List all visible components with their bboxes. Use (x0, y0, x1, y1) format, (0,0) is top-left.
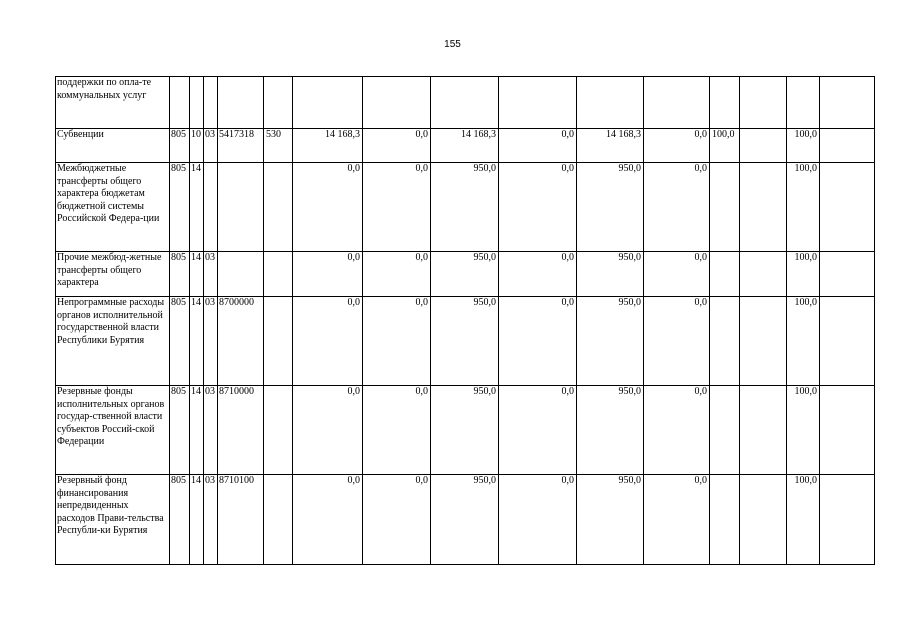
value-cell: 0,0 (363, 386, 431, 475)
subsection-code-cell (204, 77, 218, 129)
value-cell: 0,0 (293, 163, 363, 252)
value-cell (820, 163, 875, 252)
table-row (56, 163, 875, 252)
percent-cell (710, 297, 740, 386)
value-cell: 0,0 (499, 129, 577, 163)
value-cell (820, 77, 875, 129)
target-article-cell (218, 77, 264, 129)
value-cell: 950,0 (577, 297, 644, 386)
expense-type-cell (264, 163, 293, 252)
table-row (56, 129, 875, 163)
chapter-code-cell: 805 (170, 163, 190, 252)
target-article-cell: 8710100 (218, 475, 264, 565)
value-cell (820, 475, 875, 565)
value-cell: 0,0 (644, 386, 710, 475)
value-cell: 950,0 (431, 297, 499, 386)
value-cell: 0,0 (499, 386, 577, 475)
value-cell: 0,0 (499, 297, 577, 386)
value-cell: 0,0 (293, 297, 363, 386)
value-cell (644, 77, 710, 129)
value-cell: 0,0 (363, 297, 431, 386)
value-cell: 0,0 (499, 252, 577, 297)
section-code-cell: 14 (190, 252, 204, 297)
value-cell (740, 475, 787, 565)
percent-cell: 100,0 (787, 129, 820, 163)
expense-type-cell (264, 252, 293, 297)
subsection-code-cell: 03 (204, 386, 218, 475)
target-article-cell: 8700000 (218, 297, 264, 386)
subsection-code-cell: 03 (204, 129, 218, 163)
value-cell (820, 252, 875, 297)
percent-cell (710, 386, 740, 475)
value-cell: 0,0 (363, 163, 431, 252)
percent-cell (710, 252, 740, 297)
row-name-cell: Межбюджетные трансферты общего характера бюджетам бюджетной системы Российской Федера-ции (56, 163, 170, 252)
value-cell (820, 297, 875, 386)
value-cell (740, 252, 787, 297)
section-code-cell (190, 77, 204, 129)
value-cell (363, 77, 431, 129)
section-code-cell: 10 (190, 129, 204, 163)
value-cell: 0,0 (499, 475, 577, 565)
percent-cell: 100,0 (787, 297, 820, 386)
page-number: 155 (444, 39, 461, 50)
value-cell (740, 77, 787, 129)
value-cell: 950,0 (577, 386, 644, 475)
table-row (56, 77, 875, 129)
subsection-code-cell: 03 (204, 252, 218, 297)
percent-cell: 100,0 (787, 475, 820, 565)
subsection-code-cell: 03 (204, 475, 218, 565)
percent-cell: 100,0 (787, 252, 820, 297)
value-cell: 14 168,3 (293, 129, 363, 163)
table-row (56, 297, 875, 386)
value-cell (431, 77, 499, 129)
row-name-cell: Резервные фонды исполнительных органов государ-ственной власти субъектов Россий-ской Федерации (56, 386, 170, 475)
chapter-code-cell: 805 (170, 386, 190, 475)
table-row (56, 386, 875, 475)
value-cell: 0,0 (644, 163, 710, 252)
chapter-code-cell: 805 (170, 252, 190, 297)
value-cell: 0,0 (293, 252, 363, 297)
value-cell (740, 163, 787, 252)
subsection-code-cell (204, 163, 218, 252)
value-cell: 0,0 (499, 163, 577, 252)
section-code-cell: 14 (190, 163, 204, 252)
value-cell: 0,0 (293, 475, 363, 565)
expense-type-cell (264, 297, 293, 386)
value-cell: 14 168,3 (431, 129, 499, 163)
percent-cell: 100,0 (787, 386, 820, 475)
target-article-cell: 5417318 (218, 129, 264, 163)
value-cell: 0,0 (363, 252, 431, 297)
row-name-cell: поддержки по опла-те коммунальных услуг (56, 77, 170, 129)
value-cell: 950,0 (431, 386, 499, 475)
section-code-cell: 14 (190, 386, 204, 475)
chapter-code-cell: 805 (170, 297, 190, 386)
percent-cell: 100,0 (710, 129, 740, 163)
value-cell: 0,0 (644, 129, 710, 163)
table-row (56, 252, 875, 297)
value-cell: 950,0 (431, 475, 499, 565)
value-cell (740, 297, 787, 386)
percent-cell (787, 77, 820, 129)
value-cell: 950,0 (577, 475, 644, 565)
value-cell (740, 386, 787, 475)
table-row (56, 475, 875, 565)
value-cell: 950,0 (577, 252, 644, 297)
value-cell (293, 77, 363, 129)
row-name-cell: Субвенции (56, 129, 170, 163)
value-cell: 950,0 (431, 252, 499, 297)
row-name-cell: Резервный фонд финансирования непредвиденных расходов Прави-тельства Республи-ки Бурятия (56, 475, 170, 565)
value-cell (820, 129, 875, 163)
expense-type-cell: 530 (264, 129, 293, 163)
target-article-cell: 8710000 (218, 386, 264, 475)
percent-cell (710, 163, 740, 252)
value-cell (740, 129, 787, 163)
target-article-cell (218, 163, 264, 252)
value-cell: 0,0 (293, 386, 363, 475)
section-code-cell: 14 (190, 297, 204, 386)
value-cell (577, 77, 644, 129)
value-cell: 0,0 (363, 475, 431, 565)
value-cell: 950,0 (577, 163, 644, 252)
row-name-cell: Непрограммные расходы органов исполнительной государственной власти Республики Бурятия (56, 297, 170, 386)
expense-type-cell (264, 475, 293, 565)
value-cell: 0,0 (363, 129, 431, 163)
percent-cell (710, 475, 740, 565)
value-cell: 0,0 (644, 475, 710, 565)
value-cell: 950,0 (431, 163, 499, 252)
percent-cell: 100,0 (787, 163, 820, 252)
percent-cell (710, 77, 740, 129)
expense-type-cell (264, 77, 293, 129)
value-cell (499, 77, 577, 129)
value-cell: 0,0 (644, 252, 710, 297)
value-cell (820, 386, 875, 475)
expense-type-cell (264, 386, 293, 475)
chapter-code-cell: 805 (170, 129, 190, 163)
value-cell: 0,0 (644, 297, 710, 386)
subsection-code-cell: 03 (204, 297, 218, 386)
target-article-cell (218, 252, 264, 297)
chapter-code-cell: 805 (170, 475, 190, 565)
value-cell: 14 168,3 (577, 129, 644, 163)
section-code-cell: 14 (190, 475, 204, 565)
row-name-cell: Прочие межбюд-жетные трансферты общего характера (56, 252, 170, 297)
budget-table (55, 76, 875, 565)
chapter-code-cell (170, 77, 190, 129)
